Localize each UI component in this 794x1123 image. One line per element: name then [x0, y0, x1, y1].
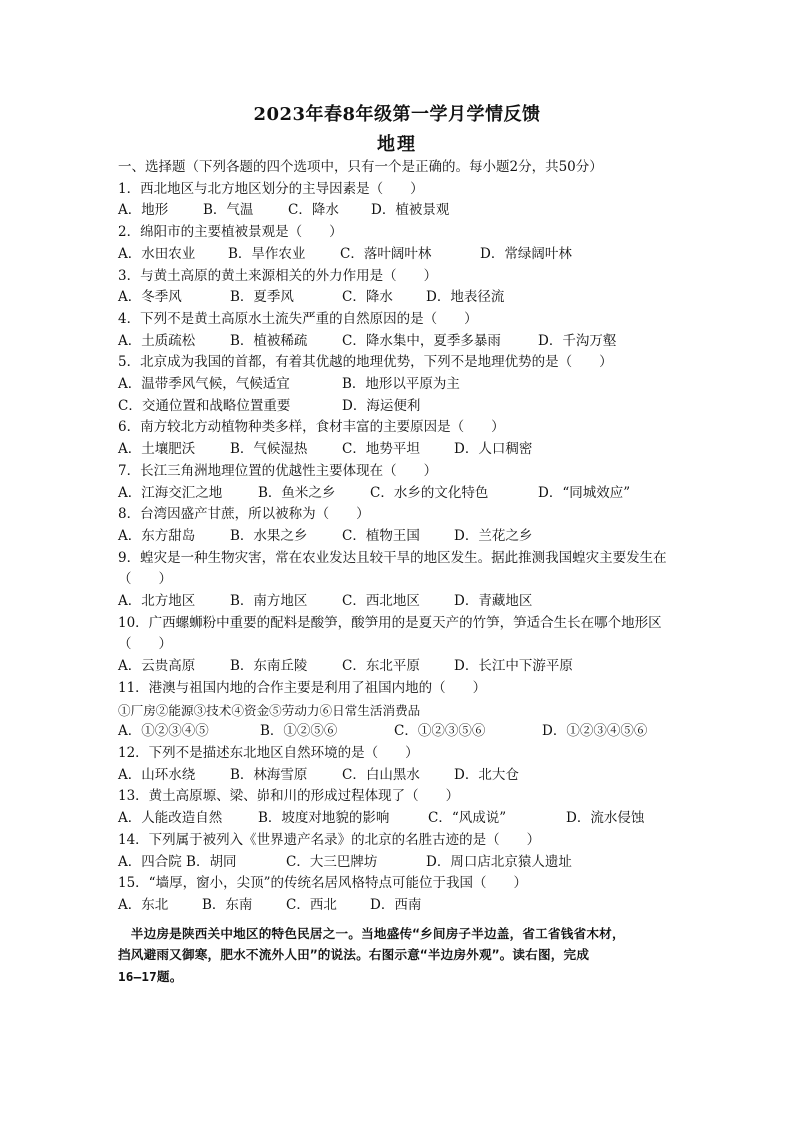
option[interactable]: B．东南: [202, 896, 253, 913]
option[interactable]: C．西北: [286, 896, 337, 913]
question-options: [118, 656, 678, 678]
option[interactable]: B．植被稀疏: [230, 332, 308, 349]
question-stem: 6．南方较北方动植物种类多样，食材丰富的主要原因是（ ）: [118, 419, 505, 436]
question-options: [118, 374, 678, 396]
question-stem: 2．绵阳市的主要植被景观是（ ）: [118, 224, 343, 241]
question-stem: 4．下列不是黄土高原水土流失严重的自然原因的是（ ）: [118, 310, 478, 327]
option[interactable]: C．西北地区: [342, 593, 420, 610]
option[interactable]: C．水乡的文化特色: [370, 484, 489, 501]
question-options: [118, 852, 678, 874]
question-options: [118, 439, 678, 461]
option[interactable]: C．大三巴牌坊: [286, 853, 378, 870]
option[interactable]: B．气候湿热: [230, 441, 308, 458]
option[interactable]: A．地形: [118, 202, 169, 219]
question-options: [118, 765, 678, 787]
question-options: [118, 200, 678, 222]
option[interactable]: B．鱼米之乡: [258, 484, 336, 501]
option[interactable]: A．北方地区: [118, 593, 196, 610]
question-extra-list: ①厂房②能源③技术④资金⑤劳动力⑥日常生活消费品: [118, 702, 421, 718]
option[interactable]: A．温带季风气候，气候适宜: [118, 376, 290, 393]
passage-line: 半边房是陕西关中地区的特色民居之一。当地盛传“乡间房子半边盖，省工省钱省木材，: [118, 925, 625, 941]
option[interactable]: A．山环水绕: [118, 766, 196, 783]
question-stem: 11．港澳与祖国内地的合作主要是利用了祖国内地的（ ）: [118, 679, 487, 696]
option[interactable]: D．青藏地区: [454, 593, 533, 610]
option[interactable]: C．降水集中，夏季多暴雨: [342, 332, 501, 349]
option[interactable]: D．①②③④⑤⑥: [542, 723, 648, 740]
option[interactable]: B．夏季风: [230, 289, 294, 306]
option[interactable]: A．人能改造自然: [118, 810, 223, 827]
question-stem: 13．黄土高原塬、梁、峁和川的形成过程体现了（ ）: [118, 788, 460, 805]
question-stem: 14．下列属于被列入《世界遗产名录》的北京的名胜古迹的是（ ）: [118, 831, 541, 848]
question-options: [118, 331, 678, 353]
question-stem: 10．广西螺蛳粉中重要的配料是酸笋，酸笋用的是夏天产的竹笋，笋适合生长在哪个地形区（ ）: [118, 614, 662, 653]
option[interactable]: A．土壤肥沃: [118, 441, 196, 458]
option[interactable]: C．①②③⑤⑥: [394, 723, 486, 740]
option[interactable]: B．东南丘陵: [230, 658, 308, 675]
exam-title: 2023年春8年级第一学月学情反馈: [253, 104, 541, 125]
option[interactable]: D．地表径流: [426, 289, 505, 306]
option[interactable]: B．气温: [203, 202, 254, 219]
option[interactable]: D．周口店北京猿人遗址: [426, 853, 572, 870]
question-options: [118, 526, 678, 548]
option[interactable]: B．旱作农业: [228, 245, 306, 262]
question-stem: 9．蝗灾是一种生物灾害，常在农业发达且较干旱的地区发生。据此推测我国蝗灾主要发生在（ ）: [118, 549, 667, 588]
option[interactable]: D．海运便利: [342, 397, 421, 414]
option[interactable]: C．降水: [342, 289, 393, 306]
option[interactable]: B．林海雪原: [230, 766, 308, 783]
question-options: [118, 895, 678, 917]
option[interactable]: C．植物王国: [342, 527, 420, 544]
question-options: [118, 483, 678, 505]
option[interactable]: A．江海交汇之地: [118, 484, 223, 501]
option[interactable]: D．植被景观: [371, 202, 450, 219]
question-options: [118, 244, 678, 266]
option[interactable]: D．兰花之乡: [454, 527, 533, 544]
option[interactable]: B．①②⑤⑥: [260, 723, 338, 740]
passage-line: 挡风避雨又御寒，肥水不流外人田”的说法。右图示意“半边房外观”。读右图，完成: [118, 947, 590, 963]
option[interactable]: A．①②③④⑤: [118, 723, 209, 740]
option[interactable]: D．常绿阔叶林: [480, 245, 572, 262]
option[interactable]: D．北大仓: [454, 766, 519, 783]
question-options: [118, 287, 678, 309]
question-stem: 15．“墙厚，窗小，尖顶”的传统名居风格特点可能位于我国（ ）: [118, 875, 527, 892]
option[interactable]: A．土质疏松: [118, 332, 196, 349]
option[interactable]: A．水田农业: [118, 245, 196, 262]
option[interactable]: D．“同城效应”: [538, 484, 631, 501]
question-stem: 12．下列不是描述东北地区自然环境的是（ ）: [118, 744, 419, 761]
option[interactable]: C．东北平原: [342, 658, 420, 675]
section-heading: 一、选择题（下列各题的四个选项中，只有一个是正确的。每小题2分，共50分）: [118, 159, 603, 175]
option[interactable]: C．地势平坦: [342, 441, 420, 458]
question-options: [118, 396, 678, 418]
question-list: [118, 157, 678, 987]
subject-title: 地理: [377, 134, 417, 155]
option[interactable]: D．人口稠密: [454, 441, 533, 458]
option[interactable]: C．白山黑水: [342, 766, 420, 783]
passage-line: 16—17题。: [118, 968, 183, 984]
question-options: [118, 591, 678, 613]
option[interactable]: A．冬季风: [118, 289, 182, 306]
option[interactable]: D．长江中下游平原: [454, 658, 573, 675]
option[interactable]: D．西南: [370, 896, 422, 913]
option[interactable]: B．南方地区: [230, 593, 308, 610]
option[interactable]: C．交通位置和战略位置重要: [118, 397, 291, 414]
option[interactable]: D．流水侵蚀: [566, 810, 645, 827]
question-stem: 5．北京成为我国的首都，有着其优越的地理优势，下列不是地理优势的是（ ）: [118, 354, 613, 371]
option[interactable]: D．千沟万壑: [538, 332, 617, 349]
option[interactable]: A．云贵高原: [118, 658, 196, 675]
option[interactable]: B．水果之乡: [230, 527, 308, 544]
question-options: [118, 808, 678, 830]
question-stem: 3．与黄土高原的黄土来源相关的外力作用是（ ）: [118, 267, 438, 284]
question-options: [118, 721, 678, 743]
option[interactable]: A．东北: [118, 896, 169, 913]
option[interactable]: B．坡度对地貌的影响: [258, 810, 390, 827]
option[interactable]: C．降水: [288, 202, 339, 219]
option[interactable]: A．东方甜岛: [118, 527, 196, 544]
question-stem: 1．西北地区与北方地区划分的主导因素是（ ）: [118, 180, 424, 197]
option[interactable]: A．四合院 B．胡同: [118, 853, 237, 870]
question-stem: 7．长江三角洲地理位置的优越性主要体现在（ ）: [118, 462, 438, 479]
option[interactable]: B．地形以平原为主: [342, 376, 460, 393]
option[interactable]: C．“风成说”: [428, 810, 507, 827]
option[interactable]: C．落叶阔叶林: [340, 245, 432, 262]
question-stem: 8．台湾因盛产甘蔗，所以被称为（ ）: [118, 506, 370, 523]
